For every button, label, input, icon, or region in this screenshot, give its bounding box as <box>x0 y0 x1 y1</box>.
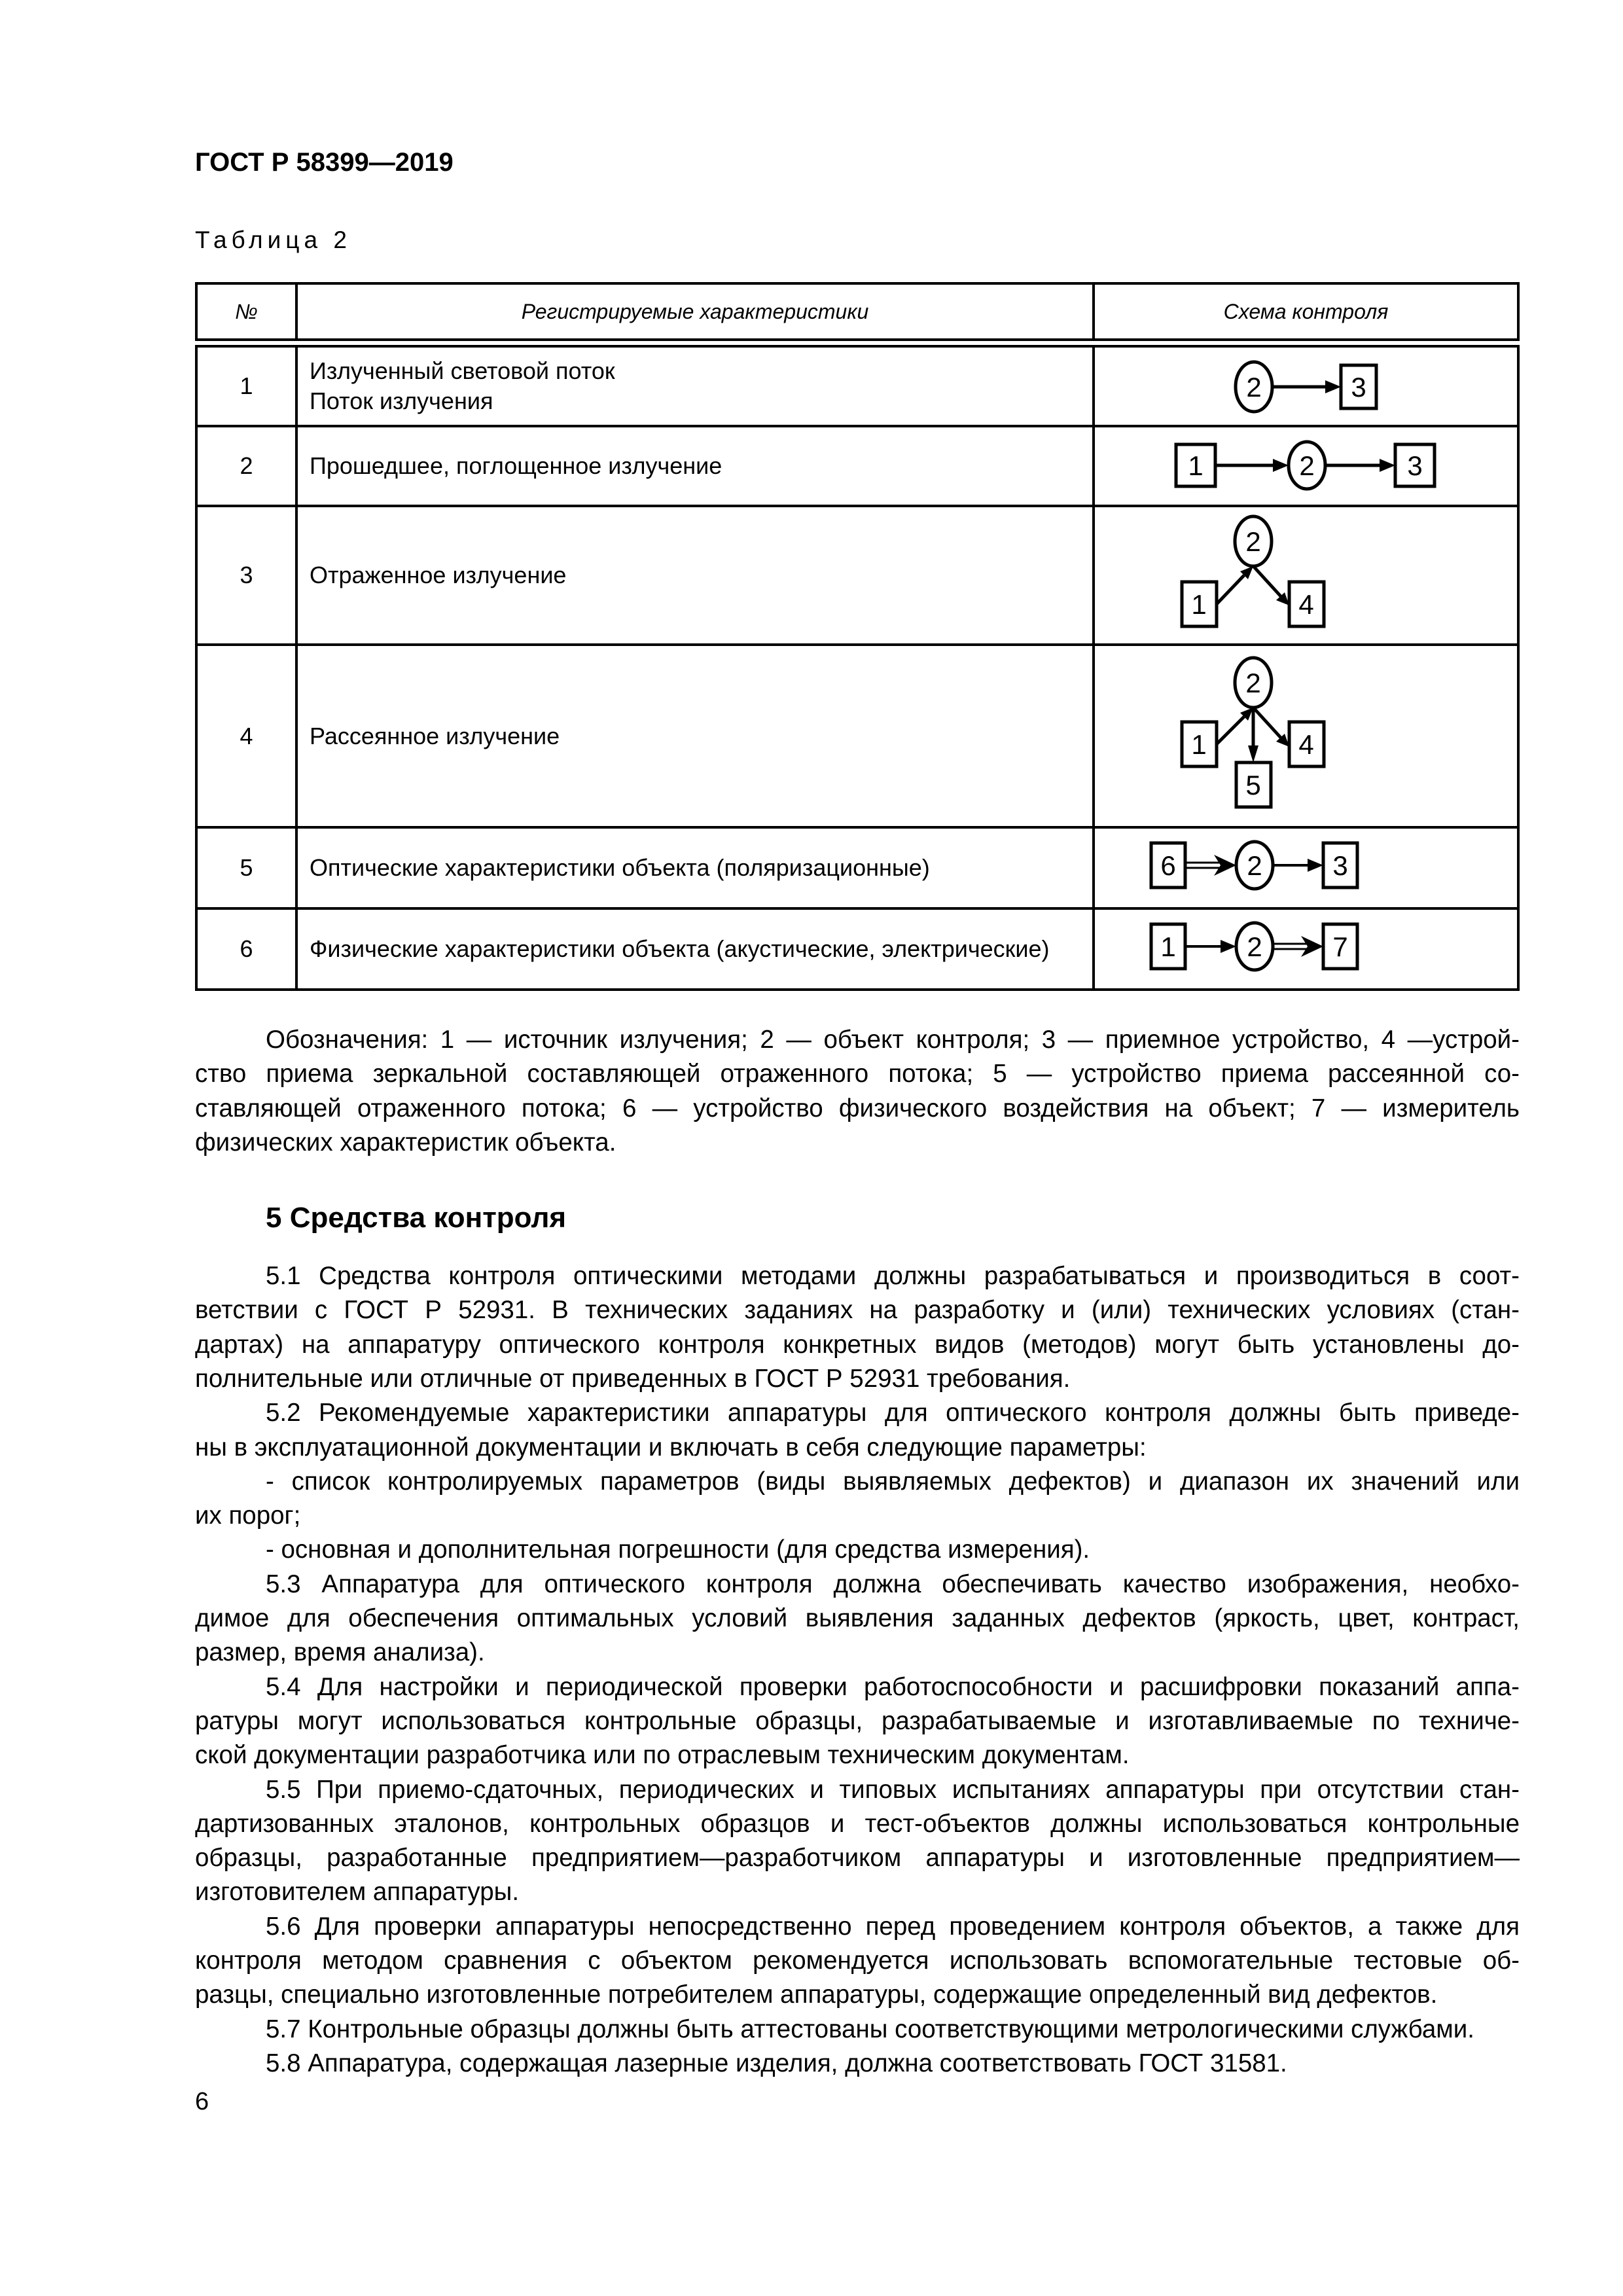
paragraph-line: дартизованных эталонов, контрольных образцов и тест-объектов должны использоваться контрольные <box>195 1809 1520 1838</box>
paragraph-line: их порог; <box>195 1501 301 1530</box>
arrowhead-icon <box>1380 459 1395 472</box>
paragraph-line: изготовителем аппаратуры. <box>195 1878 520 1907</box>
table-row <box>196 908 1518 990</box>
node-label: 1 <box>1191 589 1207 620</box>
row-characteristic <box>296 426 1094 506</box>
row-characteristic <box>296 645 1094 827</box>
characteristic-line: Излученный световой поток <box>310 357 615 384</box>
arrow-line <box>1217 717 1244 744</box>
table-row <box>196 506 1518 645</box>
characteristic-line: Поток излучения <box>310 387 493 414</box>
arrowhead-icon <box>1325 380 1341 393</box>
arrowhead-icon <box>1221 940 1236 953</box>
control-scheme <box>1094 346 1518 426</box>
characteristic-line: Рассеянное излучение <box>310 722 560 749</box>
paragraph-line: 5.4 Для настройки и периодической проверки работоспособности и расшифровки показаний аппа- <box>266 1672 1520 1701</box>
node-label: 5 <box>1245 770 1261 800</box>
paragraph-line: димое для обеспечения оптимальных условий выявления заданных дефектов (яркость, цвет, контраст, <box>195 1604 1520 1632</box>
node-label: 7 <box>1332 931 1348 962</box>
node-label: 2 <box>1299 450 1315 481</box>
column-header-characteristics: Регистрируемые характеристики <box>296 283 1094 340</box>
paragraph-line: - основная и дополнительная погрешности (для средства измерения). <box>266 1535 1090 1564</box>
paragraph-line: ратуры могут использоваться контрольные образцы, разрабатываемые и изготавливаемые по техниче- <box>195 1706 1520 1735</box>
document-id: ГОСТ Р 58399—2019 <box>195 148 454 177</box>
control-scheme <box>1094 908 1518 990</box>
paragraph-line: 5.1 Средства контроля оптическими методами должны разрабатываться и производиться в соот- <box>266 1262 1520 1290</box>
scheme-diagram <box>1095 646 1517 826</box>
row-number: 4 <box>196 645 296 827</box>
paragraph-line: разцы, специально изготовленные потребителем аппаратуры, содержащие определенный вид дефектов. <box>195 1981 1438 2009</box>
row-number: 6 <box>196 908 296 990</box>
scheme-diagram <box>1095 427 1517 505</box>
paragraph-line: ны в эксплуатационной документации и включать в себя следующие параметры: <box>195 1433 1147 1462</box>
node-label: 2 <box>1247 850 1262 881</box>
characteristic-line: Прошедшее, поглощенное излучение <box>310 452 722 479</box>
node-label: 6 <box>1160 850 1176 881</box>
characteristic-line: Физические характеристики объекта (акустические, электрические) <box>310 935 1050 962</box>
scheme-diagram <box>1095 348 1517 425</box>
row-number: 5 <box>196 827 296 908</box>
notes-line: ставляющей отраженного потока; 6 — устройство физического воздействия на объект; 7 — измеритель <box>195 1094 1520 1122</box>
row-number: 2 <box>196 426 296 506</box>
paragraph-line: образцы, разработанные предприятием—разработчиком аппаратуры и изготовленные предприятием— <box>195 1844 1520 1873</box>
control-scheme <box>1094 506 1518 645</box>
row-characteristic <box>296 506 1094 645</box>
paragraph-line: 5.3 Аппаратура для оптического контроля должна обеспечивать качество изображения, необхо- <box>266 1570 1520 1598</box>
paragraph-line: размер, время анализа). <box>195 1638 485 1667</box>
separator-cell <box>196 340 1518 346</box>
row-number: 3 <box>196 506 296 645</box>
row-characteristic <box>296 827 1094 908</box>
scheme-diagram <box>1095 829 1517 907</box>
section-heading: 5 Средства контроля <box>266 1202 567 1234</box>
paragraph-line: ской документации разработчика или по отраслевым техническим документам. <box>195 1741 1130 1770</box>
paragraph-line: 5.7 Контрольные образцы должны быть аттестованы соответствующими метрологическими службами. <box>266 2015 1474 2043</box>
scheme-diagram <box>1095 507 1517 643</box>
notes-line: ство приема зеркальной составляющей отраженного потока; 5 — устройство приема рассеянной со- <box>195 1060 1520 1088</box>
double-arrowhead-icon <box>1214 855 1236 876</box>
table-header-row <box>196 283 1518 340</box>
table-row <box>196 346 1518 426</box>
table-row <box>196 827 1518 908</box>
node-label: 3 <box>1351 372 1366 403</box>
notes-line: Обозначения: 1 — источник излучения; 2 — объект контроля; 3 — приемное устройство, 4 —устрой- <box>266 1026 1520 1054</box>
control-scheme <box>1094 426 1518 506</box>
row-characteristic <box>296 346 1094 426</box>
paragraph-line: - список контролируемых параметров (виды выявляемых дефектов) и диапазон их значений или <box>266 1467 1520 1496</box>
paragraph-line: контроля методом сравнения с объектом рекомендуется использовать вспомогательные тестовые об- <box>195 1946 1520 1975</box>
node-label: 3 <box>1407 450 1423 481</box>
characteristic-line: Отраженное излучение <box>310 562 567 588</box>
column-header-scheme: Схема контроля <box>1094 283 1518 340</box>
node-label: 2 <box>1247 931 1262 962</box>
arrowhead-icon <box>1248 745 1258 762</box>
row-number: 1 <box>196 346 296 426</box>
header-separator <box>196 340 1518 346</box>
paragraph-line: 5.5 При приемо-сдаточных, периодических и типовых испытаниях аппаратуры при отсутствии стан- <box>266 1775 1520 1804</box>
control-scheme <box>1094 827 1518 908</box>
node-label: 4 <box>1298 589 1314 620</box>
arrow-line <box>1217 575 1244 604</box>
node-label: 2 <box>1245 526 1261 557</box>
page-number: 6 <box>195 2088 209 2115</box>
table-row <box>196 645 1518 827</box>
arrow-line <box>1253 566 1281 596</box>
arrowhead-icon <box>1308 859 1323 872</box>
row-characteristic <box>296 908 1094 990</box>
node-label: 2 <box>1245 668 1261 698</box>
scheme-diagram <box>1095 910 1517 988</box>
arrow-line <box>1253 708 1281 738</box>
node-label: 3 <box>1332 850 1348 881</box>
notes-line: физических характеристик объекта. <box>195 1128 616 1157</box>
characteristics-table <box>195 282 1520 991</box>
node-label: 1 <box>1188 450 1204 481</box>
table-row <box>196 426 1518 506</box>
double-arrowhead-icon <box>1301 936 1323 957</box>
control-scheme <box>1094 645 1518 827</box>
node-label: 1 <box>1160 931 1176 962</box>
paragraph-line: 5.2 Рекомендуемые характеристики аппаратуры для оптического контроля должны быть приведе- <box>266 1399 1520 1427</box>
characteristic-line: Оптические характеристики объекта (поляризационные) <box>310 854 930 881</box>
arrowhead-icon <box>1273 459 1289 472</box>
paragraph-line: 5.8 Аппаратура, содержащая лазерные изделия, должна соответствовать ГОСТ 31581. <box>266 2049 1287 2077</box>
paragraph-line: полнительные или отличные от приведенных в ГОСТ Р 52931 требования. <box>195 1364 1071 1393</box>
column-header-number: № <box>196 283 296 340</box>
paragraph-line: дартах) на аппаратуру оптического контроля конкретных видов (методов) могут быть установлены до- <box>195 1330 1520 1359</box>
node-label: 2 <box>1246 372 1262 403</box>
paragraph-line: ветствии с ГОСТ Р 52931. В технических заданиях на разработку и (или) технических условиях (стан- <box>195 1296 1520 1325</box>
table-caption: Таблица 2 <box>195 226 351 253</box>
node-label: 1 <box>1191 729 1207 760</box>
node-label: 4 <box>1298 729 1314 760</box>
paragraph-line: 5.6 Для проверки аппаратуры непосредственно перед проведением контроля объектов, а также для <box>266 1912 1520 1941</box>
